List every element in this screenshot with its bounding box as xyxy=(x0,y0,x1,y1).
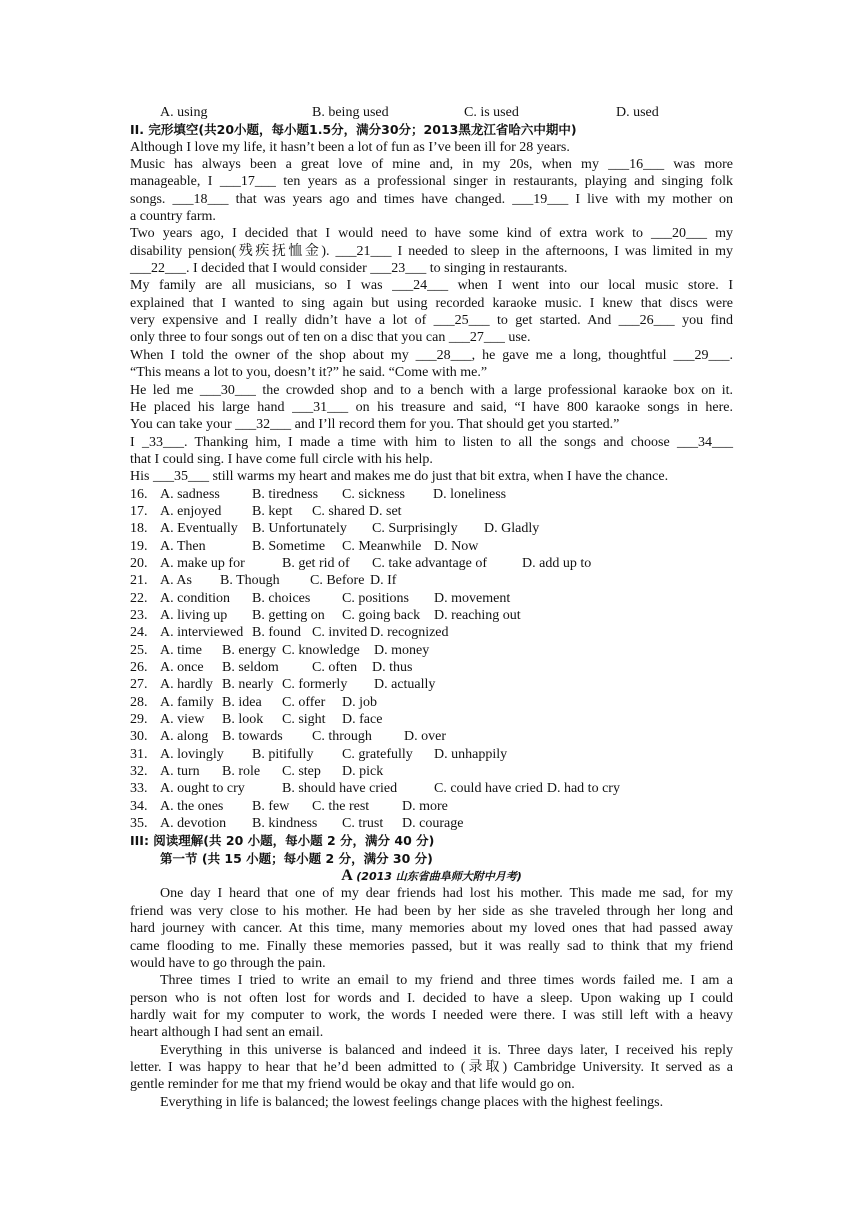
answer-option: B. idea xyxy=(222,694,262,710)
question-row xyxy=(130,642,733,659)
question-number: 31. xyxy=(130,746,148,762)
question-number: 28. xyxy=(130,694,148,710)
answer-option: D. unhappily xyxy=(434,746,508,762)
answer-option: B. tiredness xyxy=(252,486,319,502)
answer-option: C. sickness xyxy=(342,486,405,502)
answer-option: C. invited xyxy=(312,625,368,641)
answer-option: A. along xyxy=(160,729,209,745)
answer-option: C. the rest xyxy=(312,798,370,814)
text-line: that I could sing. I have come full circle with his help. xyxy=(130,451,433,467)
question-list xyxy=(130,486,733,833)
answer-option: B. should have cried xyxy=(282,781,398,797)
answer-option: B. pitifully xyxy=(252,746,314,762)
text-line: Although I love my life, it hasn’t been a lot of fun as I’ve been ill for 28 years. xyxy=(130,139,570,155)
question-number: 33. xyxy=(130,781,148,797)
answer-option: D. more xyxy=(402,798,448,814)
question-row xyxy=(130,572,733,589)
answer-option: A. interviewed xyxy=(160,625,244,641)
answer-option: C. positions xyxy=(342,590,409,606)
answer-option: A. living up xyxy=(160,607,228,623)
question-number: 17. xyxy=(130,503,148,519)
answer-option: A. turn xyxy=(160,764,200,780)
answer-option: C. formerly xyxy=(282,677,348,693)
text-line: friend was very close to his mother. He had been by her side as she traveled through her long and xyxy=(130,903,733,919)
question-row xyxy=(130,711,733,728)
answer-option: C. often xyxy=(312,660,358,675)
text-line: Everything in life is balanced; the lowest feelings change places with the highest feelings. xyxy=(160,1094,664,1110)
text-line: explained that I wanted to sing again but using recorded karaoke music. I knew that discs were xyxy=(130,295,733,311)
text-line: ___22___. I decided that I would consider ___23___ to singing in restaurants. xyxy=(130,261,568,277)
text-line: My family are all musicians, so I was ___24___ when I went into our local music store. I xyxy=(130,278,733,294)
passage-letter: A xyxy=(341,867,353,885)
answer-option: A. make up for xyxy=(160,555,245,571)
question-number: 18. xyxy=(130,521,148,537)
text-line: One day I heard that one of my dear friends had lost his mother. This made me sad, for my xyxy=(160,886,733,902)
question-row xyxy=(130,780,733,797)
answer-option: A. the ones xyxy=(160,798,224,814)
answer-option: C. Meanwhile xyxy=(342,538,422,554)
question-row xyxy=(130,520,733,537)
text-line: When I told the owner of the shop about my ___28___, he gave me a long, thoughtful ___29___. xyxy=(130,347,733,363)
answer-option: B. kindness xyxy=(252,816,318,832)
text-line: I _33___. Thanking him, I made a time with him to listen to all the songs and choose ___34___ xyxy=(130,434,733,450)
section-heading-cloze: II. 完形填空(共20小题，每小题1.5分，满分30分；2013黑龙江省哈六中期中) xyxy=(130,122,577,138)
part-heading: 第一节 (共 15 小题；每小题 2 分，满分 30 分) xyxy=(160,850,433,866)
answer-option: A. hardly xyxy=(160,677,213,693)
text-line: Three times I tried to write an email to my friend and three times words failed me. I am a xyxy=(160,973,733,989)
answer-option: C. offer xyxy=(282,694,326,710)
answer-option: A. view xyxy=(160,712,205,728)
option-b: B. being used xyxy=(312,105,389,120)
passage-title xyxy=(130,867,733,885)
answer-option: D. movement xyxy=(434,590,511,606)
answer-option: B. Sometime xyxy=(252,538,326,554)
answer-option: B. towards xyxy=(222,729,283,745)
answer-option: D. recognized xyxy=(370,625,449,641)
question-row xyxy=(130,763,733,780)
text-line: “This means a lot to you, doesn’t it?” he said. “Come with me.” xyxy=(130,365,488,381)
text-line: disability pension(残疾抚恤金). ___21___ I needed to sleep in the afternoons, I was limited in my xyxy=(130,243,733,259)
answer-option: A. time xyxy=(160,642,202,658)
answer-option: A. ought to cry xyxy=(160,781,245,797)
text-line: You can take your ___32___ and I’ll record them for you. That should get you started.” xyxy=(130,417,620,433)
question-number: 19. xyxy=(130,538,148,554)
question-number: 35. xyxy=(130,816,148,832)
question-number: 27. xyxy=(130,677,148,693)
text-line: a country farm. xyxy=(130,209,216,225)
question-row xyxy=(130,590,733,607)
section-heading-reading: III: 阅读理解(共 20 小题，每小题 2 分，满分 40 分) xyxy=(130,833,435,849)
answer-option: C. could have cried xyxy=(434,781,543,797)
text-line: songs. ___18___ that was years ago and times have changed. ___19___ I live with my mother on xyxy=(130,191,733,207)
option-a: A. using xyxy=(160,105,208,120)
text-line: would have to go through the pain. xyxy=(130,955,326,971)
answer-option: D. thus xyxy=(372,660,413,675)
answer-option: A. Then xyxy=(160,538,206,554)
answer-option: D. over xyxy=(404,729,446,745)
question-number: 21. xyxy=(130,573,148,589)
question-number: 24. xyxy=(130,625,148,641)
text-line: He placed his large hand ___31___ on his treasure and said, “I have 800 karaoke songs in here. xyxy=(130,399,733,415)
question-number: 20. xyxy=(130,555,148,571)
question-row xyxy=(130,676,733,693)
answer-option: D. money xyxy=(374,642,430,658)
answer-option: C. sight xyxy=(282,712,326,728)
text-line: only three to four songs out of ten on a disc that you can ___27___ use. xyxy=(130,330,531,346)
text-line: Two years ago, I decided that I would need to have some kind of extra work to ___20___ my xyxy=(130,226,733,242)
text-line: came flooding to me. Finally these memories passed, but it was really sad to think that my friend xyxy=(130,938,733,954)
option-c: C. is used xyxy=(464,105,519,120)
text-line: hard journey with cancer. At this time, many memories about my loved ones that had passed away xyxy=(130,921,733,937)
question-row xyxy=(130,815,733,832)
text-line: Everything in this universe is balanced and indeed it is. Three days later, I received his reply xyxy=(160,1042,733,1058)
question-row xyxy=(130,607,733,624)
reading-passage xyxy=(130,885,733,1110)
answer-option: C. gratefully xyxy=(342,746,413,762)
answer-option: D. job xyxy=(342,694,377,710)
answer-option: B. Unfortunately xyxy=(252,521,347,537)
answer-option: C. shared xyxy=(312,503,365,519)
answer-option: D. If xyxy=(370,573,397,589)
answer-option: B. energy xyxy=(222,642,277,658)
answer-option: C. trust xyxy=(342,816,384,832)
answer-option: B. role xyxy=(222,764,261,780)
question-row xyxy=(130,555,733,572)
answer-option: D. courage xyxy=(402,816,464,832)
answer-option: B. found xyxy=(252,625,301,641)
question-row xyxy=(130,624,733,641)
question-number: 26. xyxy=(130,660,148,675)
answer-option: D. actually xyxy=(374,677,436,693)
question-number: 22. xyxy=(130,590,148,606)
question-number: 34. xyxy=(130,798,148,814)
answer-option: A. enjoyed xyxy=(160,503,222,519)
question-row xyxy=(130,728,733,745)
answer-option: D. face xyxy=(342,712,383,728)
question-number: 25. xyxy=(130,642,148,658)
answer-option: B. kept xyxy=(252,503,293,519)
answer-option: B. seldom xyxy=(222,660,279,675)
text-line: Music has always been a great love of mine and, in my 20s, when my ___16___ was more xyxy=(130,157,733,173)
answer-option: C. through xyxy=(312,729,372,745)
text-line: person who is not often lost for words and I. decided to have a sleep. Upon waking up I could xyxy=(130,990,733,1006)
answer-option: D. set xyxy=(368,503,402,519)
question-row xyxy=(130,538,733,555)
question-number: 29. xyxy=(130,712,148,728)
answer-option: B. nearly xyxy=(222,677,274,693)
answer-option: A. family xyxy=(160,694,214,710)
answer-option: C. step xyxy=(282,764,321,780)
answer-option: A. devotion xyxy=(160,816,227,832)
answer-option: A. lovingly xyxy=(160,746,224,762)
answer-option: C. going back xyxy=(342,607,421,623)
question-number: 23. xyxy=(130,607,148,623)
answer-option: D. reaching out xyxy=(434,607,521,623)
question-row xyxy=(130,486,733,503)
text-line: He led me ___30___ the crowded shop and to a bench with a large professional karaoke box on it. xyxy=(130,382,733,398)
answer-option: D. add up to xyxy=(522,555,592,571)
question-number: 16. xyxy=(130,486,148,502)
text-line: manageable, I ___17___ ten years as a professional singer in restaurants, playing and singing folk xyxy=(130,174,733,190)
answer-option: B. get rid of xyxy=(282,555,350,571)
text-line: hardly wait for my computer to work, the words I needed were there. I was still left with a heavy xyxy=(130,1007,733,1023)
top-options xyxy=(130,104,733,121)
question-number: 30. xyxy=(130,729,148,745)
answer-option: B. choices xyxy=(252,590,311,606)
text-line: very expensive and I really didn’t have a lot of ___25___ to get started. And ___26___ you find xyxy=(130,313,733,329)
answer-option: C. Surprisingly xyxy=(372,521,458,537)
answer-option: A. sadness xyxy=(160,486,220,502)
text-line: gentle reminder for me that my friend would be okay and that life would go on. xyxy=(130,1077,575,1093)
cloze-passage xyxy=(130,139,733,486)
answer-option: D. pick xyxy=(342,764,384,780)
answer-option: A. Eventually xyxy=(160,521,238,537)
question-row xyxy=(130,798,733,815)
answer-option: D. had to cry xyxy=(546,781,620,797)
question-row xyxy=(130,659,733,676)
question-row xyxy=(130,746,733,763)
answer-option: A. As xyxy=(160,573,192,589)
option-d: D. used xyxy=(616,105,659,120)
answer-option: B. getting on xyxy=(252,607,325,623)
answer-option: B. few xyxy=(252,798,290,814)
question-row xyxy=(130,694,733,711)
text-line: heart although I had sent an email. xyxy=(130,1025,324,1041)
answer-option: B. look xyxy=(222,712,264,728)
answer-option: C. take advantage of xyxy=(372,555,488,571)
answer-option: D. Now xyxy=(434,538,479,554)
answer-option: C. knowledge xyxy=(282,642,360,658)
text-line: letter. I was happy to hear that he’d been admitted to (录取) Cambridge University. It served as a xyxy=(130,1059,733,1075)
answer-option: A. condition xyxy=(160,590,230,606)
question-row xyxy=(130,503,733,520)
answer-option: A. once xyxy=(160,660,204,675)
passage-source: (2013 山东省曲阜师大附中月考) xyxy=(356,870,522,884)
answer-option: D. loneliness xyxy=(433,486,507,502)
document-page xyxy=(130,104,733,1111)
answer-option: C. Before xyxy=(310,573,365,589)
answer-option: B. Though xyxy=(220,573,280,589)
answer-option: D. Gladly xyxy=(484,521,540,537)
text-line: His ___35___ still warms my heart and makes me do just that bit extra, when I have the chance. xyxy=(130,469,669,485)
question-number: 32. xyxy=(130,764,148,780)
